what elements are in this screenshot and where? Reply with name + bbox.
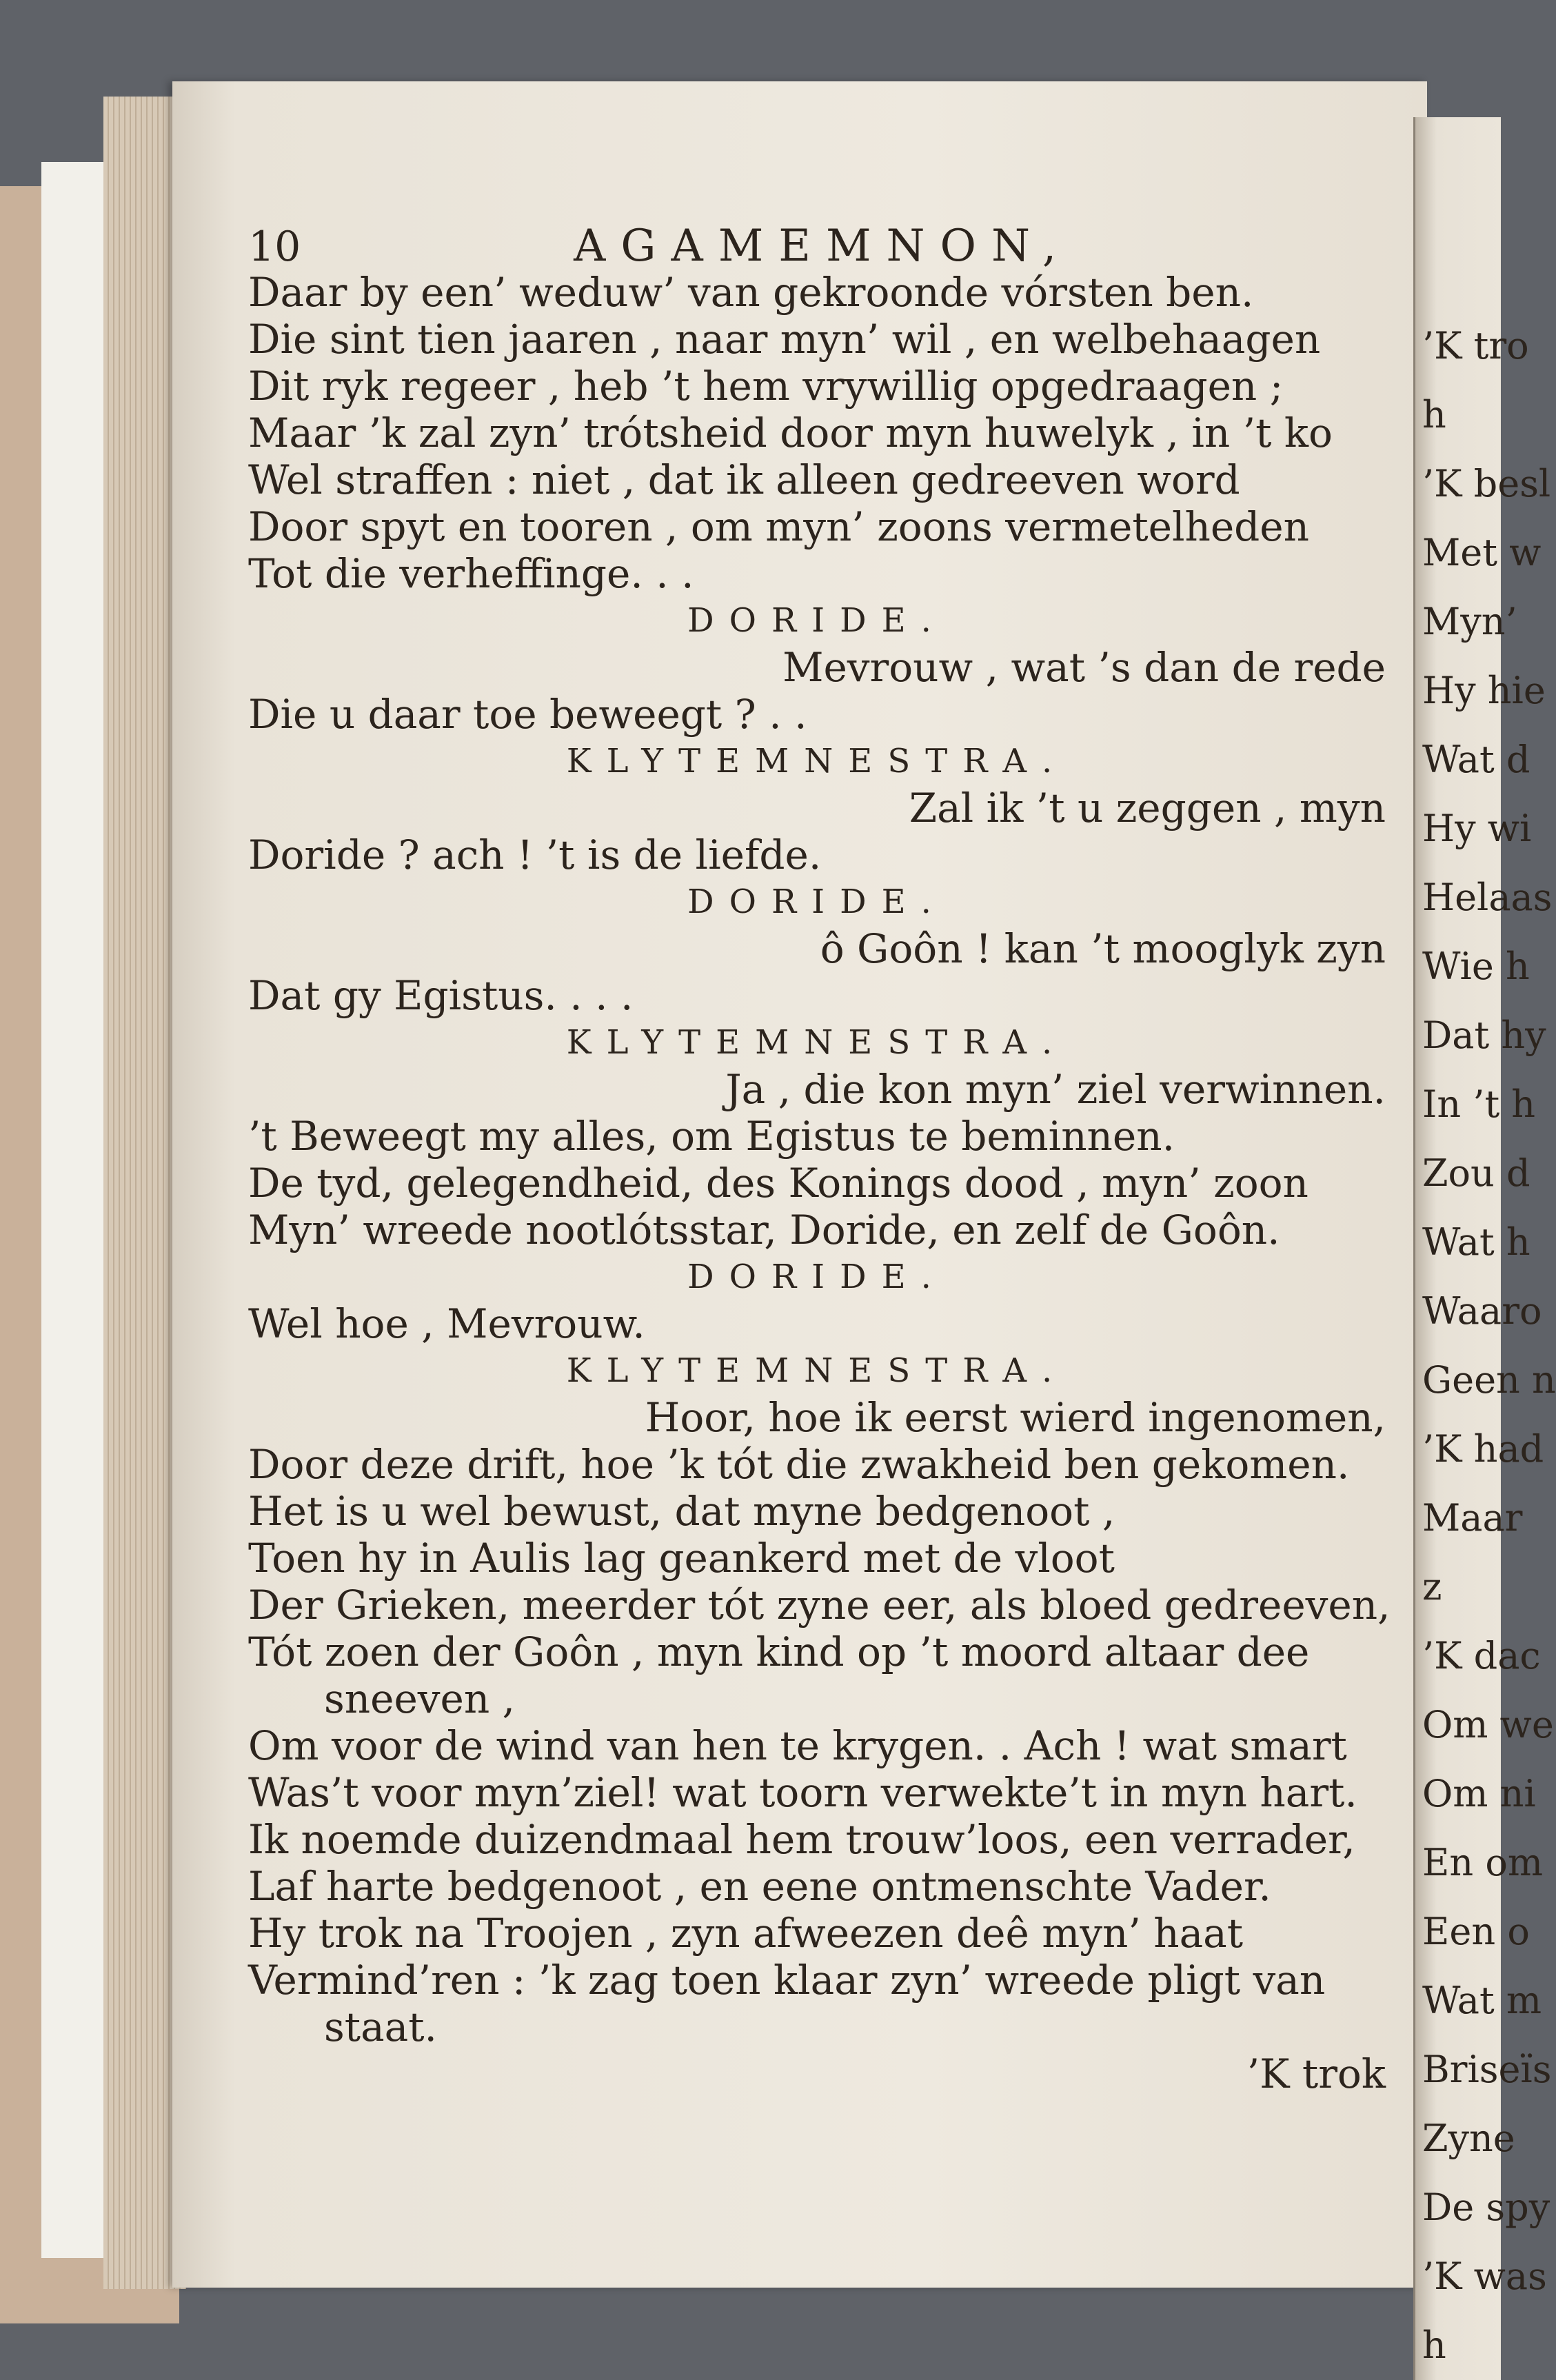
verse-line: Hy trok na Troojen , zyn afweezen deê myn’ haat (248, 1910, 1244, 1957)
verse-line: Dat gy Egistus. . . . (248, 972, 634, 1019)
verse-line: Daar by een’ weduw’ van gekroonde vórsten ben. (248, 269, 1254, 316)
facing-page-line: ’K besl (1422, 462, 1551, 505)
facing-page-line: ’K had (1422, 1427, 1544, 1471)
facing-page-line: ’K tro (1422, 324, 1529, 367)
speaker-name: DORIDE. (687, 1258, 947, 1296)
verse-line: Het is u wel bewust, dat myne bedgenoot , (248, 1488, 1115, 1535)
facing-page-line: Myn’ (1422, 600, 1517, 643)
facing-page-line: ’K dac (1422, 1634, 1541, 1677)
facing-page-line: Geen n (1422, 1358, 1556, 1402)
verse-line: ô Goôn ! kan ’t mooglyk zyn (820, 925, 1386, 972)
facing-page-line: Hy hie (1422, 669, 1546, 712)
facing-page-line: Zyne (1422, 2117, 1515, 2160)
verse-line: Vermind’ren : ’k zag toen klaar zyn’ wreede pligt van (248, 1957, 1326, 2004)
facing-page-line: Maar (1422, 1496, 1523, 1540)
facing-page-line: Om ni (1422, 1772, 1536, 1815)
page-number: 10 (248, 223, 301, 271)
running-title: AGAMEMNON, (574, 221, 1072, 272)
verse-line: Dit ryk regeer , heb ’t hem vrywillig opgedraagen ; (248, 363, 1284, 410)
verse-line: Zal ik ’t u zeggen , myn (909, 785, 1386, 831)
speaker-name: KLYTEMNESTRA. (566, 1351, 1068, 1390)
facing-page-line: Wie h (1422, 945, 1530, 988)
verse-line: sneeven , (324, 1675, 516, 1722)
facing-page-line: En om (1422, 1841, 1544, 1884)
speaker-name: DORIDE. (687, 883, 947, 921)
verse-line: staat. (324, 2004, 437, 2050)
verse-line: Toen hy in Aulis lag geankerd met de vloot (248, 1535, 1115, 1582)
verse-line: Der Grieken, meerder tót zyne eer, als bloed gedreeven, (248, 1582, 1391, 1628)
facing-page-line: Wat m (1422, 1979, 1542, 2022)
verse-lines (248, 269, 1391, 2097)
verse-line: Wel hoe , Mevrouw. (248, 1300, 645, 1347)
facing-page-line: Een o (1422, 1910, 1530, 1953)
facing-page-line: ’K was (1422, 2255, 1547, 2298)
facing-page-line: De spy (1422, 2186, 1550, 2229)
verse-line: Laf harte bedgenoot , en eene ontmenschte Vader. (248, 1863, 1271, 1910)
facing-page-line: Helaas (1422, 876, 1553, 919)
verse-line: Maar ’k zal zyn’ trótsheid door myn huwelyk , in ’t ko (248, 410, 1333, 456)
facing-page-line: Briseïs (1422, 2048, 1552, 2091)
catchword: ’K trok (1246, 2050, 1386, 2097)
verse-line: ’t Beweegt my alles, om Egistus te beminnen. (248, 1113, 1175, 1160)
verse-line: Wel straffen : niet , dat ik alleen gedreeven word (248, 456, 1240, 503)
facing-page-line: In ’t h (1422, 1082, 1536, 1126)
verse-line: Door deze drift, hoe ’k tót die zwakheid ben gekomen. (248, 1441, 1350, 1488)
running-head (248, 221, 1386, 272)
verse-line: Ja , die kon myn’ ziel verwinnen. (725, 1066, 1386, 1113)
facing-page-line: h (1422, 2323, 1446, 2367)
verse-line: Die u daar toe beweegt ? . . (248, 691, 807, 738)
facing-page-line: Hy wi (1422, 807, 1532, 850)
verse-line: De tyd, gelegendheid, des Konings dood , myn’ zoon (248, 1160, 1309, 1207)
verse-line: Hoor, hoe ik eerst wierd ingenomen, (645, 1394, 1386, 1441)
facing-page-line: Wat d (1422, 738, 1530, 781)
verse-line: Ik noemde duizendmaal hem trouw’loos, een verrader, (248, 1816, 1355, 1863)
verse-line: Myn’ wreede nootlótsstar, Doride, en zelf de Goôn. (248, 1207, 1280, 1253)
facing-page-line: Om we (1422, 1703, 1554, 1746)
verse-line: Was’t voor myn’ziel! wat toorn verwekte’t in myn hart. (248, 1769, 1357, 1816)
speaker-name: KLYTEMNESTRA. (566, 742, 1068, 780)
facing-page-line: z (1422, 1565, 1442, 1608)
page-text (248, 221, 1391, 2097)
facing-page-line: Zou d (1422, 1151, 1530, 1195)
speaker-name: KLYTEMNESTRA. (566, 1023, 1068, 1062)
verse-line: Doride ? ach ! ’t is de liefde. (248, 831, 822, 878)
verse-line: Mevrouw , wat ’s dan de rede (782, 644, 1386, 691)
verse-line: Tót zoen der Goôn , myn kind op ’t moord altaar dee (248, 1628, 1310, 1675)
speaker-name: DORIDE. (687, 601, 947, 640)
verse-line: Tot die verheffinge. . . (248, 550, 694, 597)
facing-page-line: h (1422, 393, 1446, 436)
verse-line: Door spyt en tooren , om myn’ zoons vermetelheden (248, 503, 1309, 550)
verse-line: Die sint tien jaaren , naar myn’ wil , en welbehaagen (248, 316, 1321, 363)
facing-page-line: Dat hy (1422, 1013, 1546, 1057)
facing-page-line: Waaro (1422, 1289, 1542, 1333)
verse-line: Om voor de wind van hen te krygen. . Ach ! wat smart (248, 1722, 1347, 1769)
facing-page-line: Wat h (1422, 1220, 1530, 1264)
facing-page (1413, 117, 1556, 2380)
facing-page-line: Met w (1422, 531, 1542, 574)
